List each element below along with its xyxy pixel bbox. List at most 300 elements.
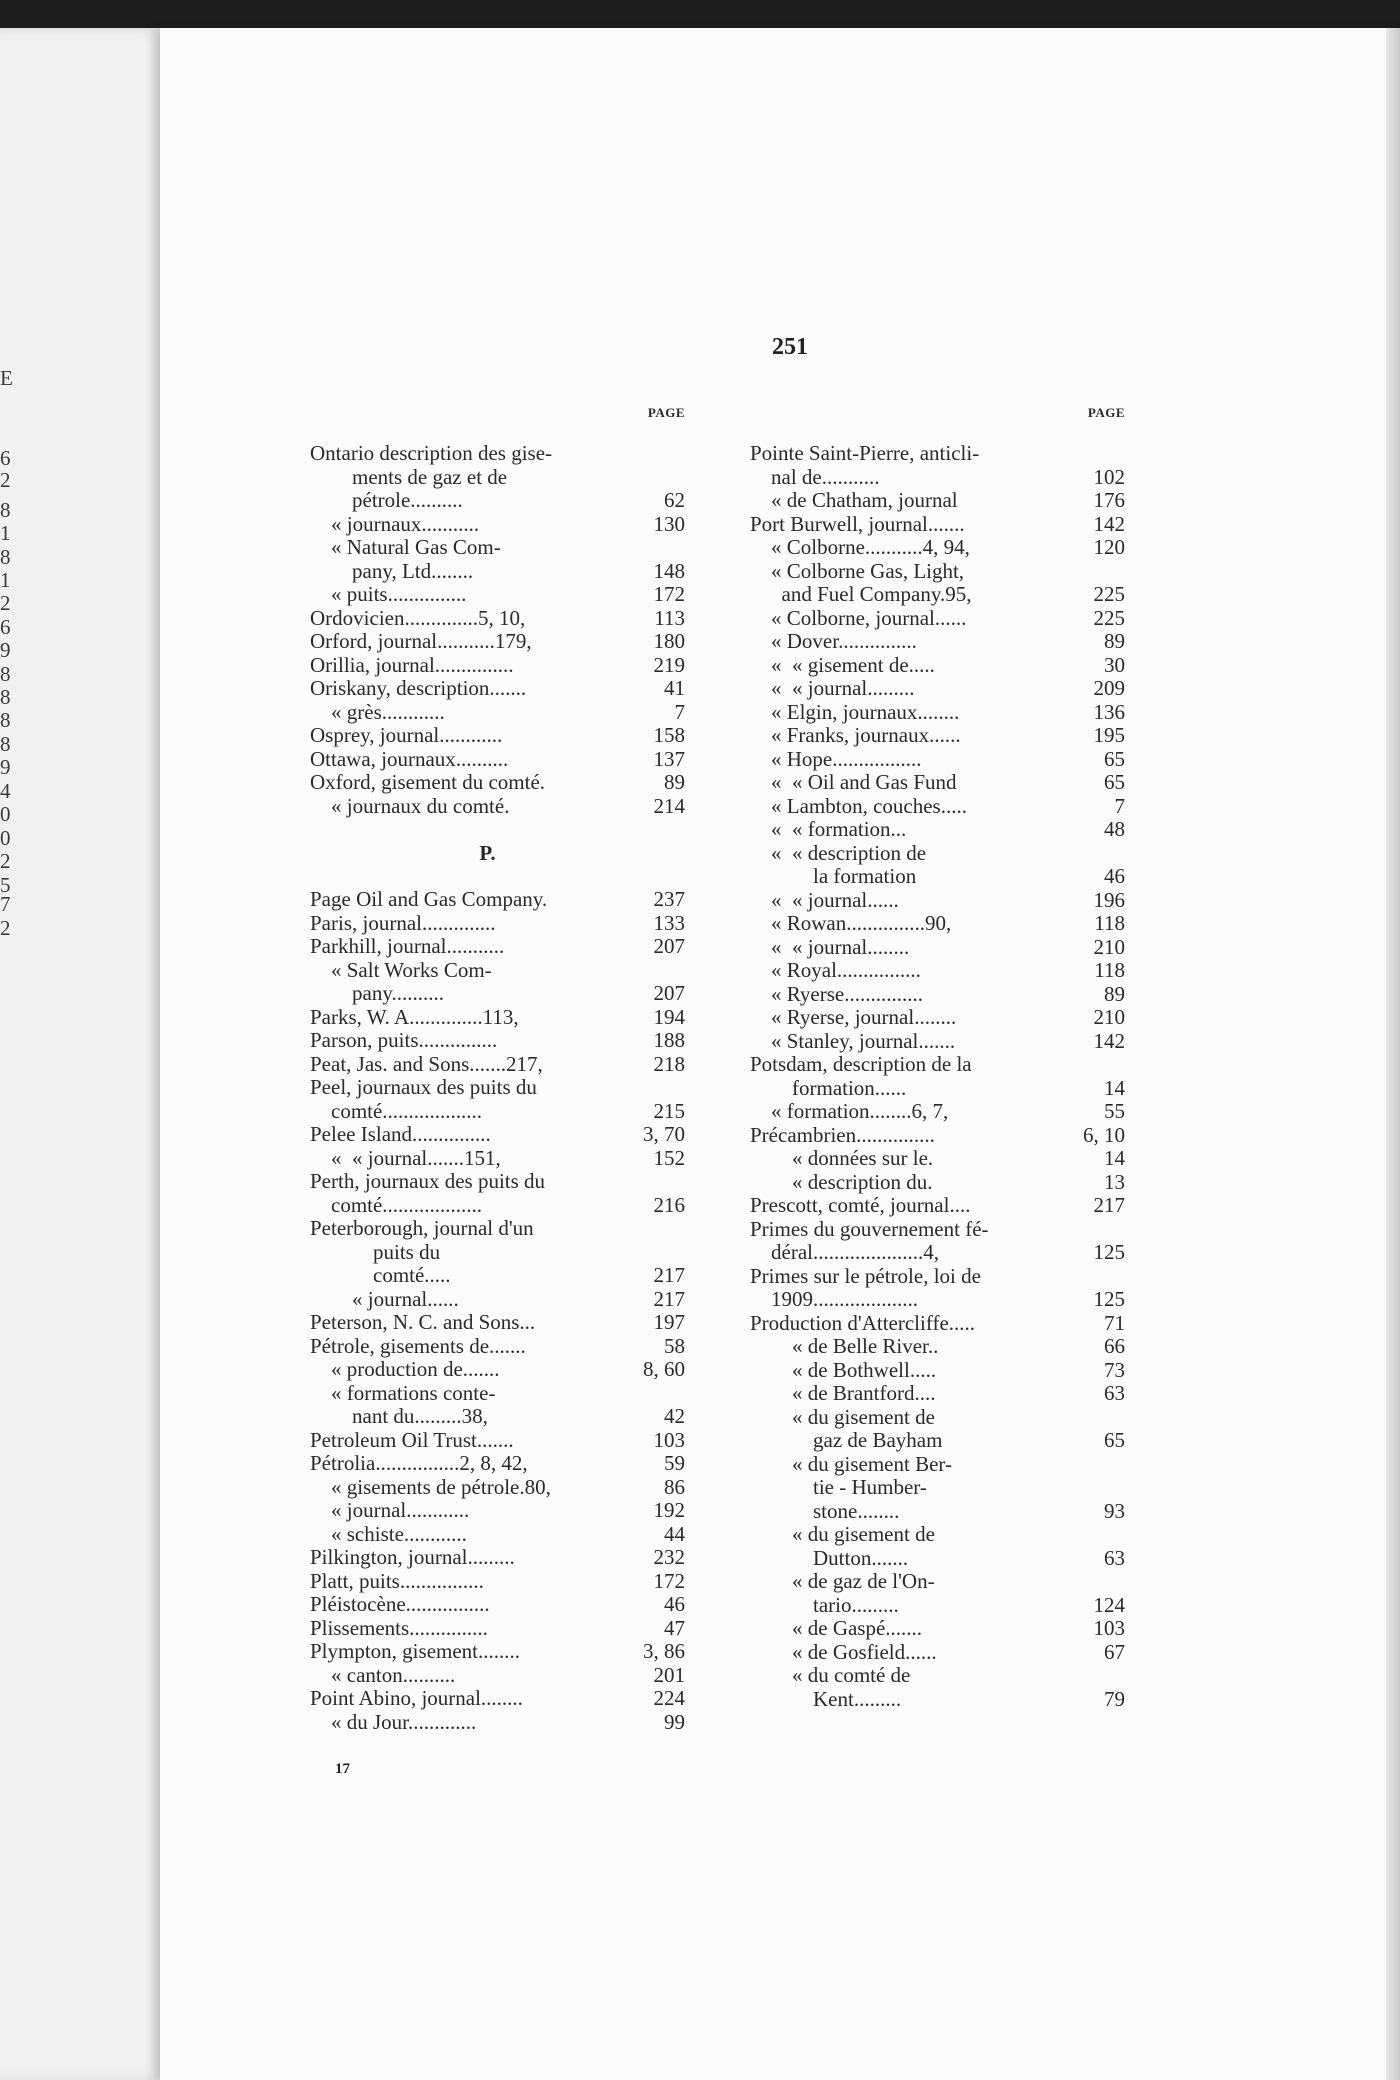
index-entry xyxy=(310,1076,685,1100)
index-entry xyxy=(310,1029,685,1053)
entry-label: « de Gaspé....... xyxy=(750,1617,923,1640)
entry-label: Pléistocène................ xyxy=(310,1593,490,1616)
entry-label: « de Gosfield...... xyxy=(750,1640,937,1664)
index-entry xyxy=(750,1171,1125,1195)
entry-page-ref: 3, 86 xyxy=(643,1639,685,1663)
entry-label: formation...... xyxy=(750,1076,907,1100)
index-entry xyxy=(750,1570,1125,1594)
index-entry xyxy=(310,1006,685,1030)
index-entry xyxy=(750,489,1125,513)
entry-page-ref: 158 xyxy=(653,723,685,747)
facing-page-fragment: 8 xyxy=(0,732,11,756)
column-header: PAGE xyxy=(647,405,685,420)
index-entry xyxy=(310,701,685,725)
entry-page-ref: 210 xyxy=(1093,1005,1125,1029)
entry-label: « « formation... xyxy=(750,818,907,841)
index-entry xyxy=(310,771,685,795)
entry-label: « du Jour............. xyxy=(310,1710,477,1734)
index-entry xyxy=(750,1429,1125,1453)
entry-label: « de Bothwell..... xyxy=(750,1358,937,1382)
entry-label: gaz de Bayham xyxy=(750,1429,943,1452)
index-entry xyxy=(750,1617,1125,1641)
index-entry xyxy=(750,466,1125,490)
entry-label: Parks, W. A..............113, xyxy=(310,1005,519,1029)
index-entry xyxy=(750,1523,1125,1547)
entry-label: Ottawa, journaux.......... xyxy=(310,747,509,771)
index-entry xyxy=(310,1523,685,1547)
entry-page-ref: 237 xyxy=(653,887,685,911)
entry-label: Peterson, N. C. and Sons... xyxy=(310,1311,536,1334)
entry-page-ref: 59 xyxy=(664,1451,685,1475)
entry-label: pany, Ltd........ xyxy=(310,559,474,583)
facing-page-fragment: 9 xyxy=(0,638,11,662)
index-entry xyxy=(750,818,1125,842)
entry-label: « « journal......... xyxy=(750,677,915,700)
entry-page-ref: 93 xyxy=(1104,1498,1125,1523)
entry-label: Orford, journal...........179, xyxy=(310,630,532,653)
facing-page-fragment: 2 xyxy=(0,849,11,873)
entry-page-ref: 225 xyxy=(1093,582,1125,606)
index-entry xyxy=(750,1688,1125,1712)
index-entry xyxy=(310,1053,685,1077)
index-entry xyxy=(310,1311,685,1335)
index-entry xyxy=(310,1687,685,1711)
entry-page-ref: 196 xyxy=(1093,887,1125,912)
entry-page-ref: 86 xyxy=(664,1474,685,1499)
entry-page-ref: 209 xyxy=(1093,676,1125,700)
index-entry xyxy=(310,1170,685,1194)
entry-label: « « journal...... xyxy=(750,888,899,912)
index-column-right xyxy=(750,406,1125,1711)
index-entry xyxy=(310,888,685,912)
index-page xyxy=(160,28,1400,2080)
entry-label: « de gaz de l'On- xyxy=(750,1570,935,1593)
index-entry xyxy=(310,583,685,607)
entry-page-ref: 46 xyxy=(664,1592,685,1616)
entry-label: « formation........6, 7, xyxy=(750,1100,949,1123)
index-entry xyxy=(750,701,1125,725)
entry-label: « journaux........... xyxy=(310,512,480,536)
entry-page-ref: 219 xyxy=(653,652,685,677)
index-entry xyxy=(310,1382,685,1406)
entry-page-ref: 99 xyxy=(664,1709,685,1734)
entry-label: Primes sur le pétrole, loi de xyxy=(750,1264,981,1288)
facing-page-fragment: 5 xyxy=(0,873,11,897)
entry-label: « Colborne, journal...... xyxy=(750,606,967,630)
index-entry xyxy=(310,1264,685,1288)
index-entry xyxy=(750,1453,1125,1477)
index-entry xyxy=(310,677,685,701)
entry-page-ref: 172 xyxy=(653,1568,685,1593)
facing-page-fragment: 0 xyxy=(0,826,11,850)
index-entry xyxy=(310,959,685,983)
entry-page-ref: 58 xyxy=(664,1333,685,1358)
entry-label: Peterborough, journal d'un xyxy=(310,1217,534,1240)
entry-page-ref: 210 xyxy=(1093,934,1125,959)
entry-label: « Royal................ xyxy=(750,959,921,982)
index-entry xyxy=(310,912,685,936)
entry-label: Peat, Jas. and Sons.......217, xyxy=(310,1052,543,1076)
index-column-left xyxy=(310,406,685,1734)
entry-page-ref: 124 xyxy=(1093,1592,1125,1617)
index-entry xyxy=(310,1664,685,1688)
entry-label: « du gisement Ber- xyxy=(750,1452,952,1476)
entry-label: « du gisement de xyxy=(750,1523,935,1546)
index-entry xyxy=(750,1641,1125,1665)
entry-page-ref: 89 xyxy=(1104,629,1125,653)
entry-page-ref: 65 xyxy=(1104,746,1125,771)
entry-label: Plympton, gisement........ xyxy=(310,1640,520,1663)
index-entry xyxy=(310,935,685,959)
section-letter: P. xyxy=(479,841,496,865)
column-header: PAGE xyxy=(1087,405,1125,420)
index-entry xyxy=(750,1100,1125,1124)
entry-page-ref: 55 xyxy=(1104,1099,1125,1123)
entry-label: 1909.................... xyxy=(750,1288,918,1311)
entry-label: Production d'Attercliffe..... xyxy=(750,1311,976,1335)
entry-label: Pétrole, gisements de....... xyxy=(310,1334,526,1358)
index-entry xyxy=(750,1241,1125,1265)
entry-page-ref: 125 xyxy=(1093,1240,1125,1264)
entry-label: Page Oil and Gas Company. xyxy=(310,888,548,911)
entry-label: Orillia, journal............... xyxy=(310,653,514,677)
entry-label: Petroleum Oil Trust....... xyxy=(310,1428,514,1452)
index-entry xyxy=(750,842,1125,866)
index-entry xyxy=(750,560,1125,584)
entry-label: « Dover............... xyxy=(750,630,917,653)
index-entry xyxy=(750,959,1125,983)
entry-label: Précambrien............... xyxy=(750,1123,935,1147)
entry-label: Point Abino, journal........ xyxy=(310,1687,523,1710)
index-entry xyxy=(750,1053,1125,1077)
index-entry xyxy=(310,1194,685,1218)
entry-label: « journal............ xyxy=(310,1499,470,1522)
entry-page-ref: 130 xyxy=(653,511,685,536)
index-entry xyxy=(310,1217,685,1241)
entry-page-ref: 89 xyxy=(664,770,685,794)
index-entry xyxy=(310,1452,685,1476)
entry-page-ref: 217 xyxy=(653,1263,685,1287)
entry-page-ref: 7 xyxy=(674,699,685,724)
index-entry xyxy=(750,1500,1125,1524)
entry-label: Parkhill, journal........... xyxy=(310,935,505,958)
entry-label: « Colborne Gas, Light, xyxy=(750,559,965,583)
index-entry xyxy=(750,1335,1125,1359)
entry-label: Osprey, journal............ xyxy=(310,724,503,747)
entry-page-ref: 113 xyxy=(654,605,685,630)
entry-label: « « description de xyxy=(750,841,927,865)
index-entry xyxy=(310,1546,685,1570)
entry-label: comté..... xyxy=(310,1264,451,1287)
entry-label: « Colborne...........4, 94, xyxy=(750,536,970,559)
index-entry xyxy=(750,865,1125,889)
facing-page-fragment: 0 xyxy=(0,802,11,826)
entry-page-ref: 63 xyxy=(1104,1545,1125,1570)
entry-page-ref: 137 xyxy=(653,746,685,771)
page-number: 251 xyxy=(772,334,808,360)
index-entry xyxy=(750,936,1125,960)
index-entry xyxy=(310,536,685,560)
entry-label: « Elgin, journaux........ xyxy=(750,700,960,724)
entry-label: ments de gaz et de xyxy=(310,465,508,489)
entry-page-ref: 120 xyxy=(1093,535,1125,559)
entry-page-ref: 152 xyxy=(653,1145,685,1170)
entry-label: « puits............... xyxy=(310,583,467,606)
entry-page-ref: 63 xyxy=(1104,1381,1125,1405)
entry-page-ref: 14 xyxy=(1104,1146,1125,1170)
entry-label: Dutton....... xyxy=(750,1546,909,1570)
facing-page-edge xyxy=(0,28,170,2080)
entry-label: « du comté de xyxy=(750,1664,911,1687)
entry-label: « canton.......... xyxy=(310,1663,456,1687)
entry-label: nant du.........38, xyxy=(310,1405,488,1428)
index-entry xyxy=(310,630,685,654)
index-entry xyxy=(750,607,1125,631)
entry-label: Prescott, comté, journal.... xyxy=(750,1194,971,1217)
entry-page-ref: 62 xyxy=(664,488,685,512)
entry-page-ref: 180 xyxy=(653,629,685,653)
entry-page-ref: 195 xyxy=(1093,723,1125,747)
facing-page-fragment: 2 xyxy=(0,468,11,492)
facing-page-fragment: 8 xyxy=(0,545,11,569)
entry-label: « schiste............ xyxy=(310,1522,467,1546)
index-entry xyxy=(310,1570,685,1594)
index-entry xyxy=(750,795,1125,819)
facing-page-fragment: 1 xyxy=(0,521,11,545)
index-entry xyxy=(750,1382,1125,1406)
index-entry xyxy=(750,1288,1125,1312)
facing-page-fragment: 6 xyxy=(0,446,11,470)
entry-label: Primes du gouvernement fé- xyxy=(750,1217,989,1241)
entry-label: Port Burwell, journal....... xyxy=(750,512,965,536)
index-entry xyxy=(310,795,685,819)
entry-page-ref: 67 xyxy=(1104,1639,1125,1664)
entry-label: Pétrolia................2, 8, 42, xyxy=(310,1452,528,1475)
index-entry xyxy=(310,1476,685,1500)
entry-page-ref: 6, 10 xyxy=(1083,1122,1125,1147)
entry-label: stone........ xyxy=(750,1499,900,1523)
entry-page-ref: 217 xyxy=(1093,1193,1125,1217)
entry-page-ref: 71 xyxy=(1104,1310,1125,1335)
entry-label: tario......... xyxy=(750,1593,899,1617)
entry-label: nal de........... xyxy=(750,465,880,489)
index-entry xyxy=(750,983,1125,1007)
entry-label: « Hope................. xyxy=(750,747,922,771)
index-entry xyxy=(750,1218,1125,1242)
index-entry xyxy=(310,1640,685,1664)
entry-label: déral.....................4, xyxy=(750,1241,939,1264)
index-entry xyxy=(310,1405,685,1429)
index-entry xyxy=(310,1147,685,1171)
entry-label: « « journal.......151, xyxy=(310,1146,501,1170)
index-entry xyxy=(750,1406,1125,1430)
entry-page-ref: 207 xyxy=(653,981,685,1005)
entry-page-ref: 44 xyxy=(664,1521,685,1546)
entry-label: Ontario description des gise- xyxy=(310,442,553,465)
index-entry xyxy=(310,748,685,772)
entry-label: « Natural Gas Com- xyxy=(310,536,501,559)
index-entry xyxy=(750,1594,1125,1618)
entry-page-ref: 172 xyxy=(653,582,685,606)
entry-label: « journal...... xyxy=(310,1287,459,1311)
entry-label: Pelee Island............... xyxy=(310,1123,491,1146)
facing-page-fragment: 6 xyxy=(0,615,11,639)
entry-label: « journaux du comté. xyxy=(310,794,510,818)
facing-page-fragment: 2 xyxy=(0,591,11,615)
index-entry xyxy=(310,1288,685,1312)
index-entry xyxy=(310,513,685,537)
index-entry xyxy=(750,1030,1125,1054)
entry-label: « gisements de pétrole.80, xyxy=(310,1475,551,1499)
index-entry xyxy=(750,889,1125,913)
entry-page-ref: 197 xyxy=(653,1310,685,1334)
index-entry xyxy=(310,1241,685,1265)
index-entry xyxy=(310,1499,685,1523)
entry-label: « Salt Works Com- xyxy=(310,958,492,982)
index-entry xyxy=(310,1358,685,1382)
index-entry xyxy=(310,1100,685,1124)
index-entry xyxy=(750,1077,1125,1101)
entry-label: Perth, journaux des puits du xyxy=(310,1170,546,1193)
entry-page-ref: 118 xyxy=(1094,958,1125,982)
entry-page-ref: 133 xyxy=(653,910,685,935)
index-entry xyxy=(750,1265,1125,1289)
index-entry xyxy=(750,1147,1125,1171)
entry-label: Kent......... xyxy=(750,1687,902,1711)
entry-page-ref: 13 xyxy=(1104,1169,1125,1194)
entry-label: « de Chatham, journal xyxy=(750,489,958,512)
index-entry xyxy=(310,1711,685,1735)
entry-label: « Lambton, couches..... xyxy=(750,794,967,818)
entry-page-ref: 216 xyxy=(653,1192,685,1217)
index-entry xyxy=(310,1335,685,1359)
facing-page-fragment: 9 xyxy=(0,755,11,779)
index-entry xyxy=(750,748,1125,772)
facing-page-fragment: 8 xyxy=(0,662,11,686)
entry-label: « du gisement de xyxy=(750,1405,935,1429)
index-entry xyxy=(310,1429,685,1453)
entry-page-ref: 41 xyxy=(664,676,685,700)
index-entry xyxy=(310,654,685,678)
entry-page-ref: 47 xyxy=(664,1615,685,1640)
entry-page-ref: 176 xyxy=(1093,488,1125,512)
entry-page-ref: 148 xyxy=(653,558,685,583)
entry-label: « Rowan...............90, xyxy=(750,912,952,935)
index-entry xyxy=(750,654,1125,678)
facing-page-fragment: E xyxy=(0,366,13,390)
entry-page-ref: 30 xyxy=(1104,652,1125,677)
entry-page-ref: 118 xyxy=(1094,911,1125,935)
facing-page-fragment: 1 xyxy=(0,568,11,592)
index-entry xyxy=(750,771,1125,795)
entry-label: « « gisement de..... xyxy=(750,653,935,677)
entry-page-ref: 225 xyxy=(1093,605,1125,630)
entry-label: « production de....... xyxy=(310,1358,500,1381)
facing-page-fragment: 7 xyxy=(0,892,11,916)
index-entry xyxy=(310,442,685,466)
entry-label: « « journal........ xyxy=(750,935,910,959)
entry-page-ref: 217 xyxy=(653,1286,685,1311)
entry-page-ref: 136 xyxy=(1093,699,1125,724)
entry-label: « « Oil and Gas Fund xyxy=(750,771,957,794)
entry-label: Potsdam, description de la xyxy=(750,1053,972,1076)
index-entry xyxy=(310,466,685,490)
entry-page-ref: 192 xyxy=(653,1498,685,1522)
entry-label: « grès............ xyxy=(310,700,445,724)
entry-label: « Franks, journaux...... xyxy=(750,724,961,747)
index-entry xyxy=(310,1123,685,1147)
index-entry xyxy=(310,1617,685,1641)
entry-label: Peel, journaux des puits du xyxy=(310,1076,537,1099)
index-entry xyxy=(310,607,685,631)
entry-page-ref: 201 xyxy=(653,1662,685,1687)
index-entry xyxy=(310,489,685,513)
index-entry xyxy=(310,982,685,1006)
entry-label: « Ryerse, journal........ xyxy=(750,1006,957,1029)
index-entry xyxy=(310,1593,685,1617)
entry-label: Oxford, gisement du comté. xyxy=(310,771,546,794)
facing-page-fragment: 8 xyxy=(0,685,11,709)
entry-page-ref: 215 xyxy=(653,1098,685,1123)
entry-page-ref: 142 xyxy=(1093,511,1125,536)
index-entry xyxy=(750,1312,1125,1336)
facing-page-fragment: 4 xyxy=(0,779,11,803)
entry-page-ref: 102 xyxy=(1093,464,1125,489)
entry-page-ref: 46 xyxy=(1104,864,1125,888)
entry-page-ref: 7 xyxy=(1114,793,1125,818)
entry-page-ref: 3, 70 xyxy=(643,1122,685,1146)
index-entry xyxy=(750,583,1125,607)
index-entry xyxy=(750,1547,1125,1571)
entry-label: comté................... xyxy=(310,1193,483,1217)
entry-page-ref: 8, 60 xyxy=(643,1357,685,1381)
entry-page-ref: 103 xyxy=(653,1427,685,1452)
entry-label: « formations conte- xyxy=(310,1381,496,1405)
entry-label: Ordovicien..............5, 10, xyxy=(310,606,526,630)
entry-page-ref: 188 xyxy=(653,1028,685,1052)
index-entry xyxy=(750,1194,1125,1218)
entry-label: « de Brantford.... xyxy=(750,1382,936,1405)
entry-label: « Stanley, journal....... xyxy=(750,1029,956,1053)
entry-page-ref: 65 xyxy=(1104,770,1125,794)
entry-page-ref: 89 xyxy=(1104,981,1125,1006)
index-entry xyxy=(750,1359,1125,1383)
facing-page-fragment: 2 xyxy=(0,916,11,940)
entry-label: Parson, puits............... xyxy=(310,1029,498,1052)
index-entry xyxy=(750,677,1125,701)
entry-label: « Ryerse............... xyxy=(750,982,923,1006)
entry-label: pany.......... xyxy=(310,982,444,1005)
entry-page-ref: 224 xyxy=(653,1686,685,1710)
entry-label: Pilkington, journal......... xyxy=(310,1546,515,1569)
entry-page-ref: 66 xyxy=(1104,1334,1125,1358)
entry-label: Oriskany, description....... xyxy=(310,677,527,700)
entry-page-ref: 218 xyxy=(653,1051,685,1076)
entry-page-ref: 232 xyxy=(653,1545,685,1569)
entry-label: puits du xyxy=(310,1240,441,1264)
entry-page-ref: 194 xyxy=(653,1004,685,1029)
entry-label: tie - Humber- xyxy=(750,1476,927,1499)
entry-label: Paris, journal.............. xyxy=(310,911,496,935)
facing-page-fragment: 8 xyxy=(0,498,11,522)
entry-label: comté................... xyxy=(310,1099,483,1123)
entry-label: « de Belle River.. xyxy=(750,1335,939,1358)
index-entry xyxy=(750,1664,1125,1688)
index-entry xyxy=(750,1476,1125,1500)
entry-label: la formation xyxy=(750,865,917,888)
entry-page-ref: 103 xyxy=(1093,1616,1125,1640)
entry-page-ref: 79 xyxy=(1104,1686,1125,1711)
